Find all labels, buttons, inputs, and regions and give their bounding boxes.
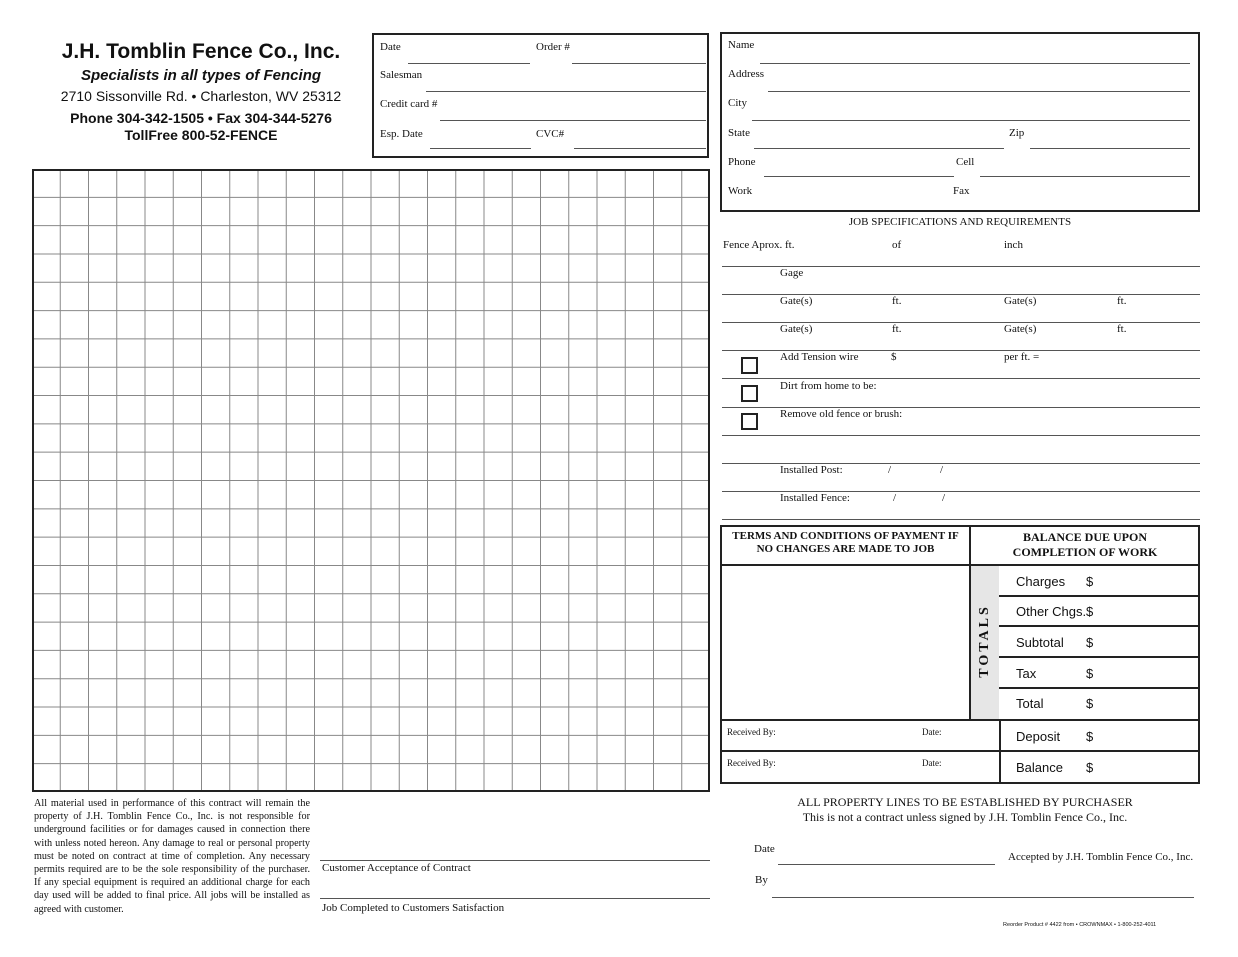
totals-row-charges — [999, 567, 1199, 597]
dirt-label: Dirt from home to be: — [780, 380, 877, 392]
tension-wire-field[interactable] — [722, 378, 1200, 379]
dirt-checkbox[interactable] — [741, 385, 758, 402]
fence-of-label: of — [892, 239, 902, 251]
deposit-label: Deposit — [1016, 729, 1061, 744]
customer-state-field[interactable] — [754, 148, 1004, 149]
customer-address-label: Address — [728, 68, 765, 80]
footer-by-signature[interactable] — [772, 897, 1194, 898]
order-date-field[interactable] — [408, 63, 530, 64]
customer-phone-field[interactable] — [764, 176, 954, 177]
sketch-grid[interactable] — [32, 169, 710, 792]
gate-1-ft: ft. — [892, 295, 902, 307]
customer-acceptance-signature[interactable] — [320, 860, 710, 861]
other-charges-label: Other Chgs. — [1016, 604, 1087, 619]
tension-wire-checkbox[interactable] — [741, 357, 758, 374]
totals-row-total — [999, 689, 1199, 720]
installed-fence-field[interactable] — [722, 519, 1200, 520]
subtotal-label: Subtotal — [1016, 635, 1064, 650]
installed-post-slash-2: / — [940, 464, 944, 476]
order-date-label: Date — [380, 41, 401, 53]
order-number-field[interactable] — [572, 63, 706, 64]
totals-row-tax — [999, 659, 1199, 689]
installed-fence-slash-2: / — [942, 492, 946, 504]
tax-label: Tax — [1016, 666, 1037, 681]
customer-cell-label: Cell — [956, 156, 975, 168]
subtotal-line — [999, 656, 1199, 658]
property-lines-notice: ALL PROPERTY LINES TO BE ESTABLISHED BY PURCHASER — [797, 795, 1133, 809]
company-tollfree: TollFree 800-52-FENCE — [124, 127, 278, 143]
footer-date-label: Date — [754, 843, 775, 855]
balance-label: Balance — [1016, 760, 1063, 775]
disclaimer-text: All material used in performance of this contract will remain the property of J.H. Tomblin Fence Co., Inc. is not responsible for underground facilities or for damages caused in connection there with unless noted hereon. Any damage to real or personal property must be noted on contract at time of completion. Any necessary permits required are to be the sole responsibility of the purchaser. If any special equipment is required an additional charge for each day used will be added to final price. All jobs will be installed as agreed with customer. — [34, 798, 310, 915]
salesman-field[interactable] — [426, 91, 706, 92]
totals-row-other-charges — [999, 597, 1199, 627]
credit-card-field[interactable] — [440, 120, 706, 121]
terms-notes-area[interactable] — [722, 566, 968, 718]
customer-address-field[interactable] — [768, 91, 1190, 92]
cvc-field[interactable] — [574, 148, 706, 149]
cvc-label: CVC# — [536, 128, 565, 140]
customer-phone-label: Phone — [728, 156, 756, 168]
received-date-2-label: Date: — [922, 758, 942, 768]
customer-zip-label: Zip — [1009, 127, 1025, 139]
customer-city-label: City — [728, 97, 747, 109]
gate-1-label: Gate(s) — [780, 295, 813, 307]
totals-vertical-label: TOTALS — [977, 604, 992, 678]
accepted-by-label: Accepted by J.H. Tomblin Fence Co., Inc. — [1008, 851, 1194, 863]
installed-fence-label: Installed Fence: — [780, 492, 850, 504]
gate-2-label: Gate(s) — [1004, 295, 1037, 307]
order-number-label: Order # — [536, 41, 570, 53]
customer-zip-field[interactable] — [1030, 148, 1190, 149]
customer-acceptance-label: Customer Acceptance of Contract — [322, 862, 471, 874]
gate-4-label: Gate(s) — [1004, 323, 1037, 335]
charges-label: Charges — [1016, 574, 1066, 589]
deposit-currency[interactable]: $ — [1086, 729, 1094, 744]
total-currency[interactable]: $ — [1086, 696, 1094, 711]
exp-date-field[interactable] — [430, 148, 531, 149]
company-tagline: Specialists in all types of Fencing — [80, 67, 322, 84]
company-address: 2710 Sissonville Rd. • Charleston, WV 25312 — [60, 88, 342, 104]
balance-heading: BALANCE DUE UPON COMPLETION OF WORK — [1012, 530, 1158, 559]
customer-fax-label: Fax — [953, 185, 970, 197]
remove-old-fence-label: Remove old fence or brush: — [780, 408, 903, 420]
reorder-text: Reorder Product # 4422 from • CROWNMAX • 1-800-252-4011 — [1003, 922, 1157, 928]
subtotal-currency[interactable]: $ — [1086, 635, 1094, 650]
job-completed-label: Job Completed to Customers Satisfaction — [322, 902, 505, 914]
fence-inch-label: inch — [1004, 239, 1023, 251]
installed-fence-slash-1: / — [893, 492, 897, 504]
remove-old-fence-checkbox[interactable] — [741, 413, 758, 430]
received-by-2-label: Received By: — [727, 758, 776, 768]
terms-heading: TERMS AND CONDITIONS OF PAYMENT IF NO CHANGES ARE MADE TO JOB — [732, 530, 959, 555]
customer-work-label: Work — [728, 185, 753, 197]
customer-name-label: Name — [728, 39, 755, 51]
fence-aprox-label: Fence Aprox. ft. — [723, 239, 795, 251]
gage-label: Gage — [780, 267, 804, 279]
job-completed-signature[interactable] — [320, 898, 710, 899]
customer-cell-field[interactable] — [980, 176, 1190, 177]
totals-row-deposit — [999, 722, 1199, 752]
installed-post-label: Installed Post: — [780, 464, 843, 476]
gate-3-label: Gate(s) — [780, 323, 813, 335]
deposit-row-divider — [720, 719, 1200, 721]
received-date-1-label: Date: — [922, 727, 942, 737]
gate-3-ft: ft. — [892, 323, 902, 335]
tax-currency[interactable]: $ — [1086, 666, 1094, 681]
installed-post-slash-1: / — [888, 464, 892, 476]
customer-name-field[interactable] — [760, 63, 1190, 64]
salesman-label: Salesman — [380, 69, 423, 81]
total-label: Total — [1016, 696, 1044, 711]
charges-currency[interactable]: $ — [1086, 574, 1094, 589]
other-charges-currency[interactable]: $ — [1086, 604, 1094, 619]
grid-lines — [32, 169, 710, 792]
customer-state-label: State — [728, 127, 750, 139]
gate-2-ft: ft. — [1117, 295, 1127, 307]
totals-row-balance — [999, 753, 1199, 783]
company-phone-fax: Phone 304-342-1505 • Fax 304-344-5276 — [70, 110, 332, 126]
totals-row-subtotal — [999, 628, 1199, 658]
credit-card-label: Credit card # — [380, 98, 438, 110]
gate-4-ft: ft. — [1117, 323, 1127, 335]
tension-wire-dollar: $ — [891, 351, 897, 363]
tension-wire-label: Add Tension wire — [780, 351, 859, 363]
specs-title: JOB SPECIFICATIONS AND REQUIREMENTS — [848, 216, 1072, 228]
footer-date-field[interactable] — [778, 864, 995, 865]
company-name: J.H. Tomblin Fence Co., Inc. — [61, 40, 341, 63]
tension-wire-per-ft: per ft. = — [1004, 351, 1040, 363]
exp-date-label: Esp. Date — [380, 128, 423, 140]
other-charges-line — [999, 625, 1199, 627]
balance-currency[interactable]: $ — [1086, 760, 1094, 775]
received-by-1-label: Received By: — [727, 727, 776, 737]
customer-city-field[interactable] — [752, 120, 1190, 121]
remove-old-fence-field[interactable] — [722, 435, 1200, 436]
footer-by-label: By — [755, 874, 768, 886]
not-contract-notice: This is not a contract unless signed by J.H. Tomblin Fence Co., Inc. — [802, 810, 1128, 824]
